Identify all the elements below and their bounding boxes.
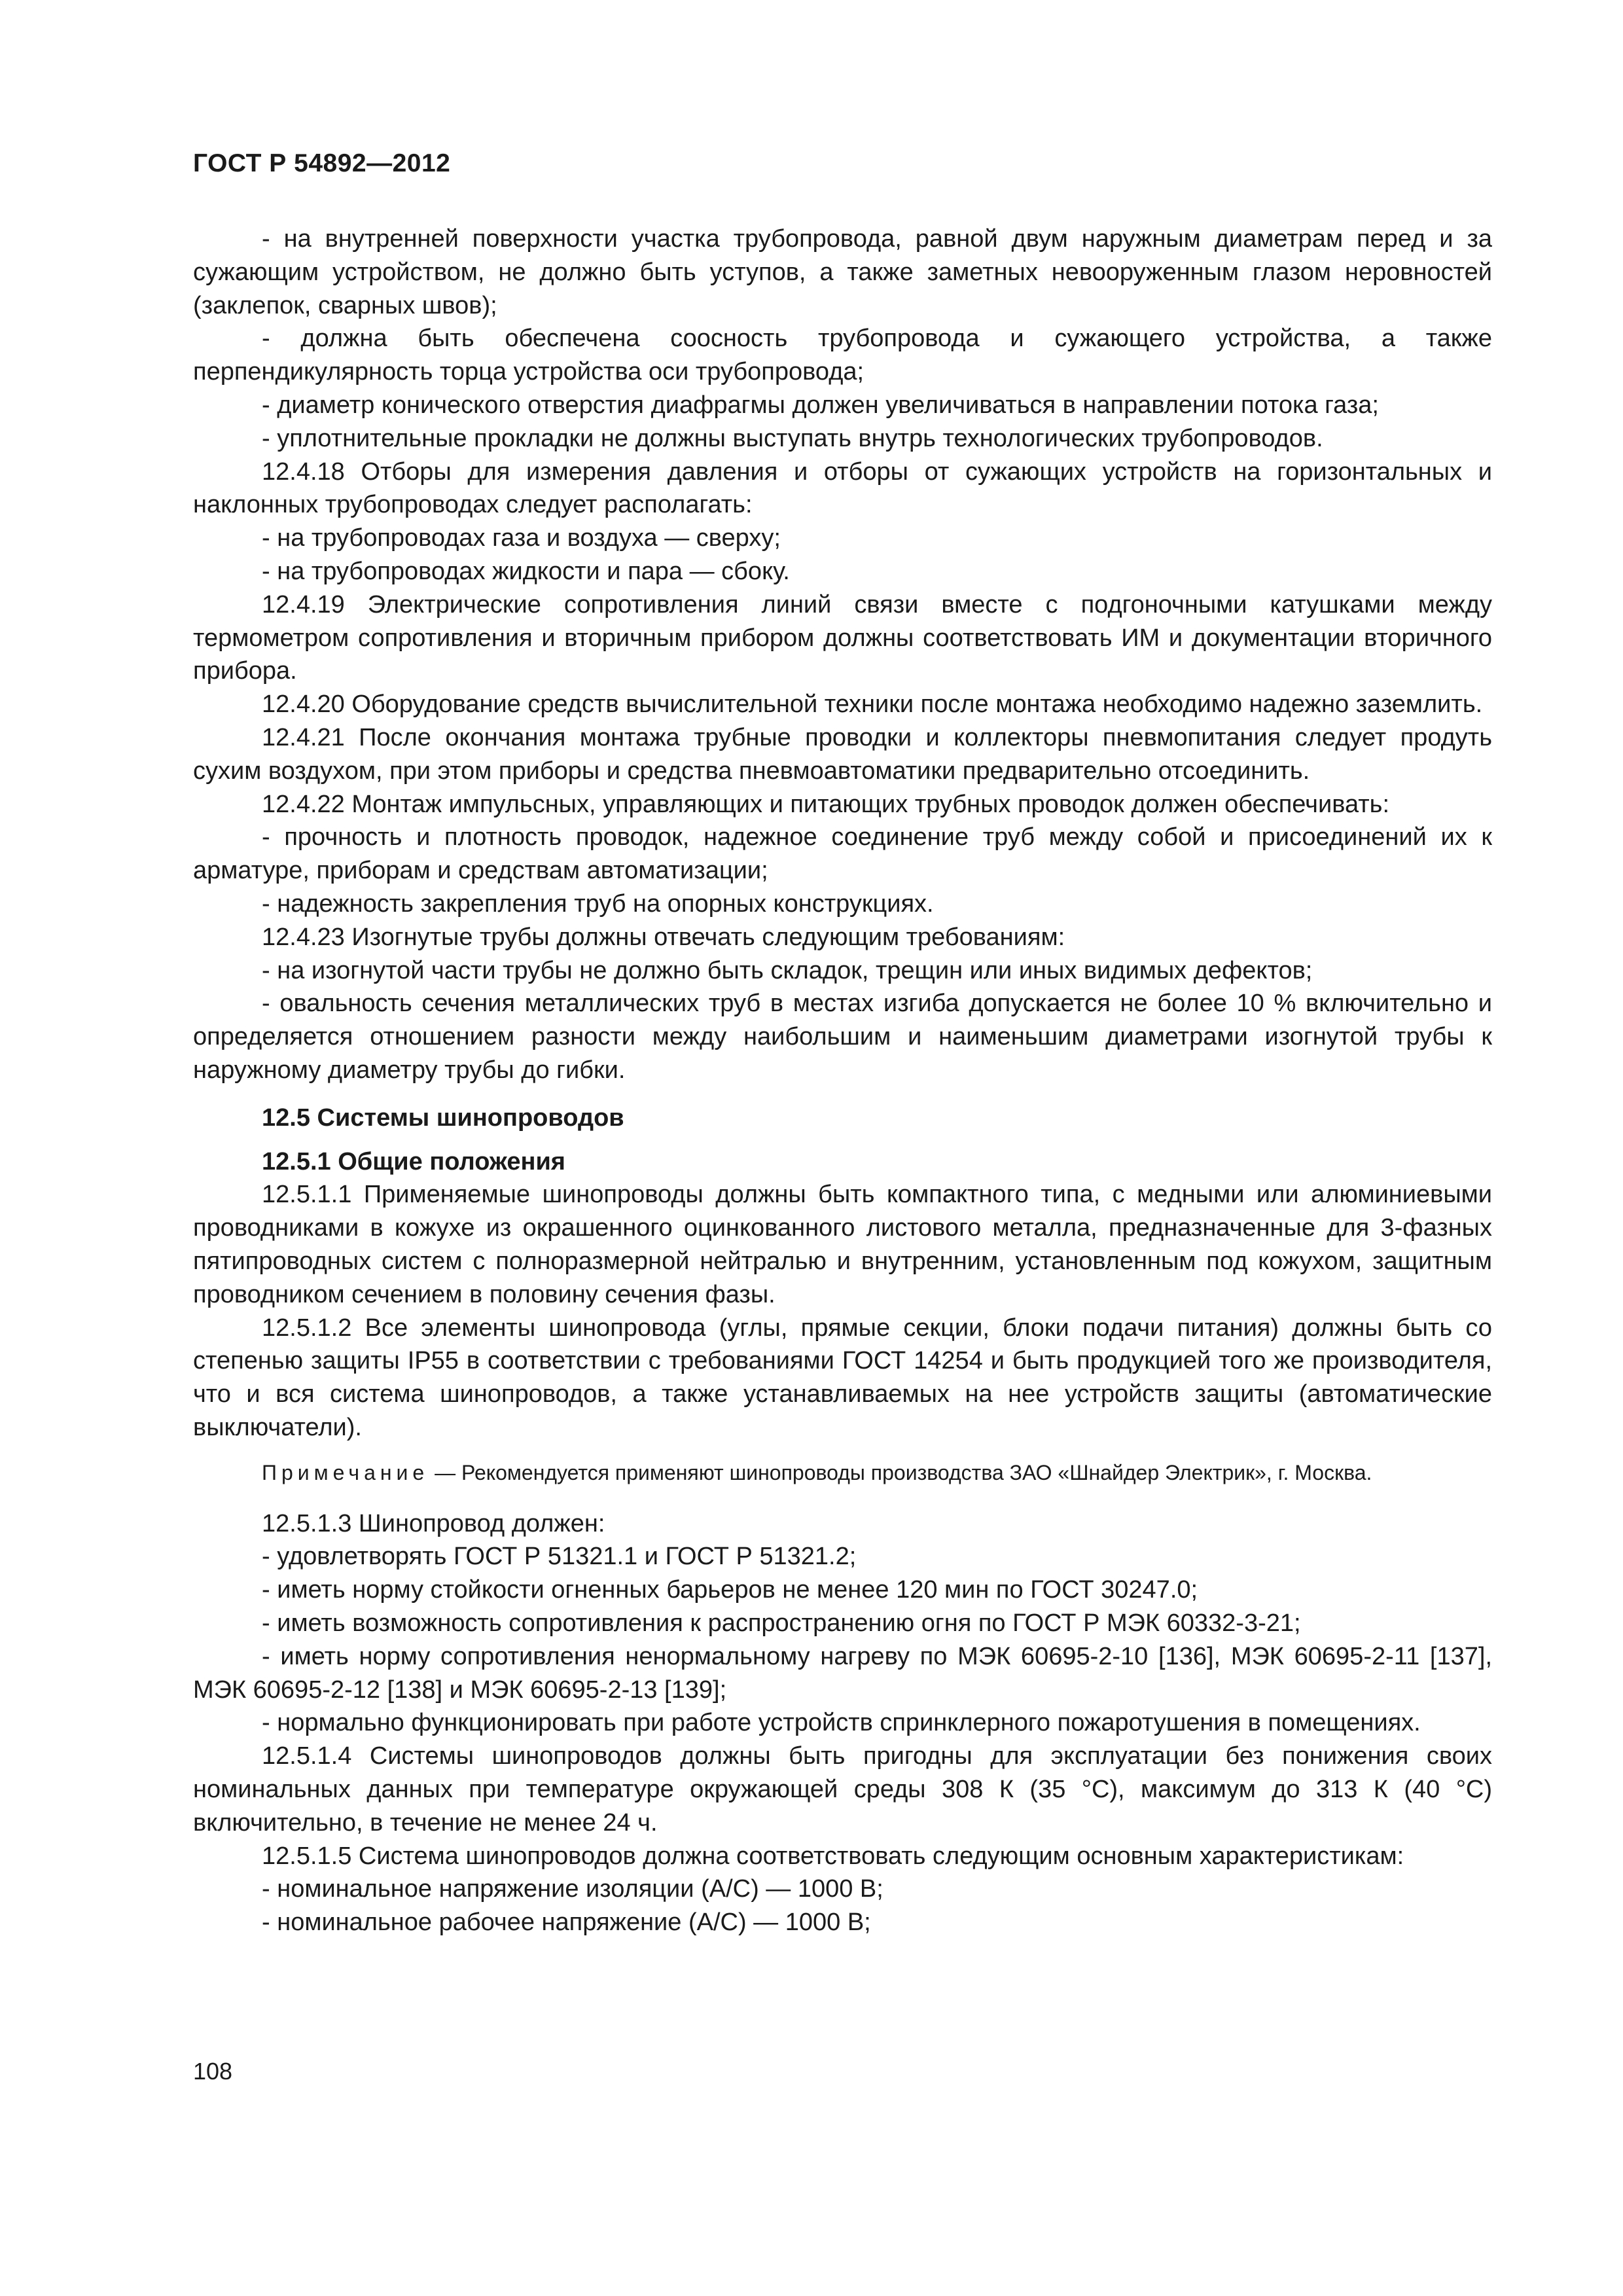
paragraph: - иметь норму сопротивления ненормальному нагреву по МЭК 60695-2-10 [136], МЭК 60695-2-11 [137], МЭК 60695-2-12 [138] и МЭК 60695-2-13 [139]; <box>193 1642 1492 1704</box>
paragraph: - должна быть обеспечена соосность трубопровода и сужающего устройства, а также перпендикулярность торца устройства оси трубопровода; <box>193 325 1492 386</box>
subsection-heading: 12.5.1 Общие положения <box>262 1147 565 1175</box>
paragraph: - иметь норму стойкости огненных барьеров не менее 120 мин по ГОСТ 30247.0; <box>262 1576 1198 1604</box>
paragraph: 12.5.1.3 Шинопровод должен: <box>262 1509 605 1537</box>
paragraph: - на трубопроводах газа и воздуха — сверху; <box>262 524 781 552</box>
page-number: 108 <box>193 2058 233 2085</box>
paragraph: 12.5.1.4 Системы шинопроводов должны быть пригодны для эксплуатации без понижения своих номинальных данных при температуре окружающей среды 308 К (35 °С), максимум до 313 К (40 °С) включительно, в течение не менее 24 ч. <box>193 1742 1492 1837</box>
paragraph: 12.4.21 После окончания монтажа трубные проводки и коллекторы пневмопитания следует продуть сухим воздухом, при этом приборы и средства пневмоавтоматики предварительно отсоединить. <box>193 723 1492 785</box>
document-body <box>193 223 1492 1939</box>
paragraph: 12.4.20 Оборудование средств вычислительной техники после монтажа необходимо надежно заземлить. <box>262 691 1483 719</box>
paragraph: - уплотнительные прокладки не должны выступать внутрь технологических трубопроводов. <box>262 424 1323 452</box>
paragraph: 12.5.1.2 Все элементы шинопровода (углы, прямые секции, блоки подачи питания) должны быть со степенью защиты IP55 в соответствии с требованиями ГОСТ 14254 и быть продукцией того же производителя, что и вся система шинопроводов, а также устанавливаемых на нее устройств защиты (автоматические выключатели). <box>193 1314 1492 1441</box>
paragraph: - на изогнутой части трубы не должно быть складок, трещин или иных видимых дефектов; <box>262 956 1313 984</box>
note-text: — Рекомендуется применяют шинопроводы производства ЗАО «Шнайдер Электрик», г. Москва. <box>435 1460 1372 1484</box>
document-header: ГОСТ Р 54892—2012 <box>193 149 451 177</box>
paragraph: 12.4.18 Отборы для измерения давления и отборы от сужающих устройств на горизонтальных и наклонных трубопроводах следует располагать: <box>193 457 1492 519</box>
paragraph: 12.4.22 Монтаж импульсных, управляющих и питающих трубных проводок должен обеспечивать: <box>262 790 1390 818</box>
note-label: Примечание <box>262 1460 429 1484</box>
paragraph: 12.4.23 Изогнутые трубы должны отвечать следующим требованиям: <box>262 923 1065 951</box>
paragraph: - прочность и плотность проводок, надежное соединение труб между собой и присоединений их к арматуре, приборам и средствам автоматизации; <box>193 823 1492 885</box>
paragraph: - на внутренней поверхности участка трубопровода, равной двум наружным диаметрам перед и за сужающим устройством, не должно быть уступов, а также заметных невооруженным глазом неровностей (заклепок, сварных швов); <box>193 225 1492 319</box>
paragraph: - номинальное напряжение изоляции (А/С) — 1000 В; <box>262 1875 883 1903</box>
note <box>193 1458 1492 1488</box>
paragraph: - надежность закрепления труб на опорных конструкциях. <box>262 889 934 918</box>
paragraph: - диаметр конического отверстия диафрагмы должен увеличиваться в направлении потока газа; <box>262 391 1379 419</box>
paragraph: - нормально функционировать при работе устройств спринклерного пожаротушения в помещениях. <box>262 1709 1421 1737</box>
paragraph: - иметь возможность сопротивления к распространению огня по ГОСТ Р МЭК 60332-3-21; <box>262 1609 1301 1638</box>
paragraph: - овальность сечения металлических труб в местах изгиба допускается не более 10 % включительно и определяется отношением разности между наибольшим и наименьшим диаметрами изогнутой трубы к наружному диаметру трубы до гибки. <box>193 990 1492 1084</box>
paragraph: 12.5.1.5 Система шинопроводов должна соответствовать следующим основным характеристикам: <box>262 1842 1404 1870</box>
section-heading: 12.5 Системы шинопроводов <box>262 1103 624 1132</box>
paragraph: - удовлетворять ГОСТ Р 51321.1 и ГОСТ Р 51321.2; <box>262 1543 857 1571</box>
paragraph: - номинальное рабочее напряжение (А/С) — 1000 В; <box>262 1909 871 1937</box>
paragraph: 12.5.1.1 Применяемые шинопроводы должны быть компактного типа, с медными или алюминиевыми проводниками в кожухе из окрашенного оцинкованного листового металла, предназначенные для 3-фазных пятипроводных систем с полноразмерной нейтралью и внутренним, установленным под кожухом, защитным проводником сечением в половину сечения фазы. <box>193 1181 1492 1308</box>
paragraph: - на трубопроводах жидкости и пара — сбоку. <box>262 557 790 585</box>
paragraph: 12.4.19 Электрические сопротивления линий связи вместе с подгоночными катушками между термометром сопротивления и вторичным прибором должны соответствовать ИМ и документации вторичного прибора. <box>193 590 1492 685</box>
